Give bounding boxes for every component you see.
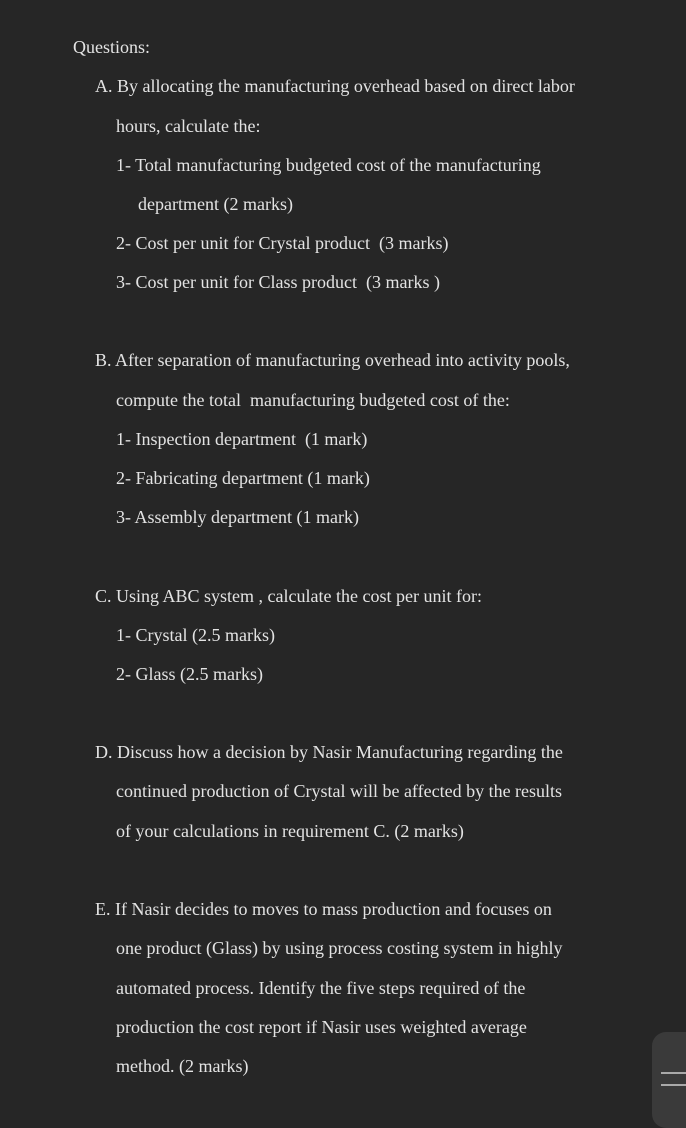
question-a-item-1-cont: department (2 marks)	[138, 194, 293, 214]
question-d-prompt: D. Discuss how a decision by Nasir Manufacturing regarding the	[95, 742, 563, 762]
question-e-prompt-cont-3: production the cost report if Nasir uses weighted average	[116, 1017, 527, 1037]
question-c-prompt: C. Using ABC system , calculate the cost per unit for:	[95, 586, 482, 606]
question-b-prompt: B. After separation of manufacturing overhead into activity pools,	[95, 350, 570, 370]
question-a-prompt-cont: hours, calculate the:	[116, 116, 261, 136]
question-e-prompt-cont-2: automated process. Identify the five steps required of the	[116, 978, 526, 998]
question-d-prompt-cont-1: continued production of Crystal will be affected by the results	[116, 781, 563, 801]
question-d-prompt-cont-2: of your calculations in requirement C. (2 marks)	[116, 821, 464, 841]
question-b-item-3: 3- Assembly department (1 mark)	[116, 507, 359, 527]
question-a-item-2: 2- Cost per unit for Crystal product (3 marks)	[116, 233, 449, 253]
question-c-item-2: 2- Glass (2.5 marks)	[116, 664, 263, 684]
question-a-item-3: 3- Cost per unit for Class product (3 marks )	[116, 272, 440, 292]
question-e-prompt-cont-4: method. (2 marks)	[116, 1056, 249, 1076]
questions-heading: Questions:	[73, 37, 151, 57]
question-b-prompt-cont: compute the total manufacturing budgeted cost of the:	[116, 390, 510, 410]
question-c-item-1: 1- Crystal (2.5 marks)	[116, 625, 275, 645]
question-a-prompt: A. By allocating the manufacturing overhead based on direct labor	[95, 76, 575, 96]
question-e-prompt-cont-1: one product (Glass) by using process costing system in highly	[116, 938, 563, 958]
question-e-prompt: E. If Nasir decides to moves to mass production and focuses on	[95, 899, 552, 919]
question-b-item-1: 1- Inspection department (1 mark)	[116, 429, 368, 449]
question-a-item-1: 1- Total manufacturing budgeted cost of the manufacturing	[116, 155, 541, 175]
scroll-handle[interactable]	[652, 1032, 686, 1128]
question-b-item-2: 2- Fabricating department (1 mark)	[116, 468, 370, 488]
